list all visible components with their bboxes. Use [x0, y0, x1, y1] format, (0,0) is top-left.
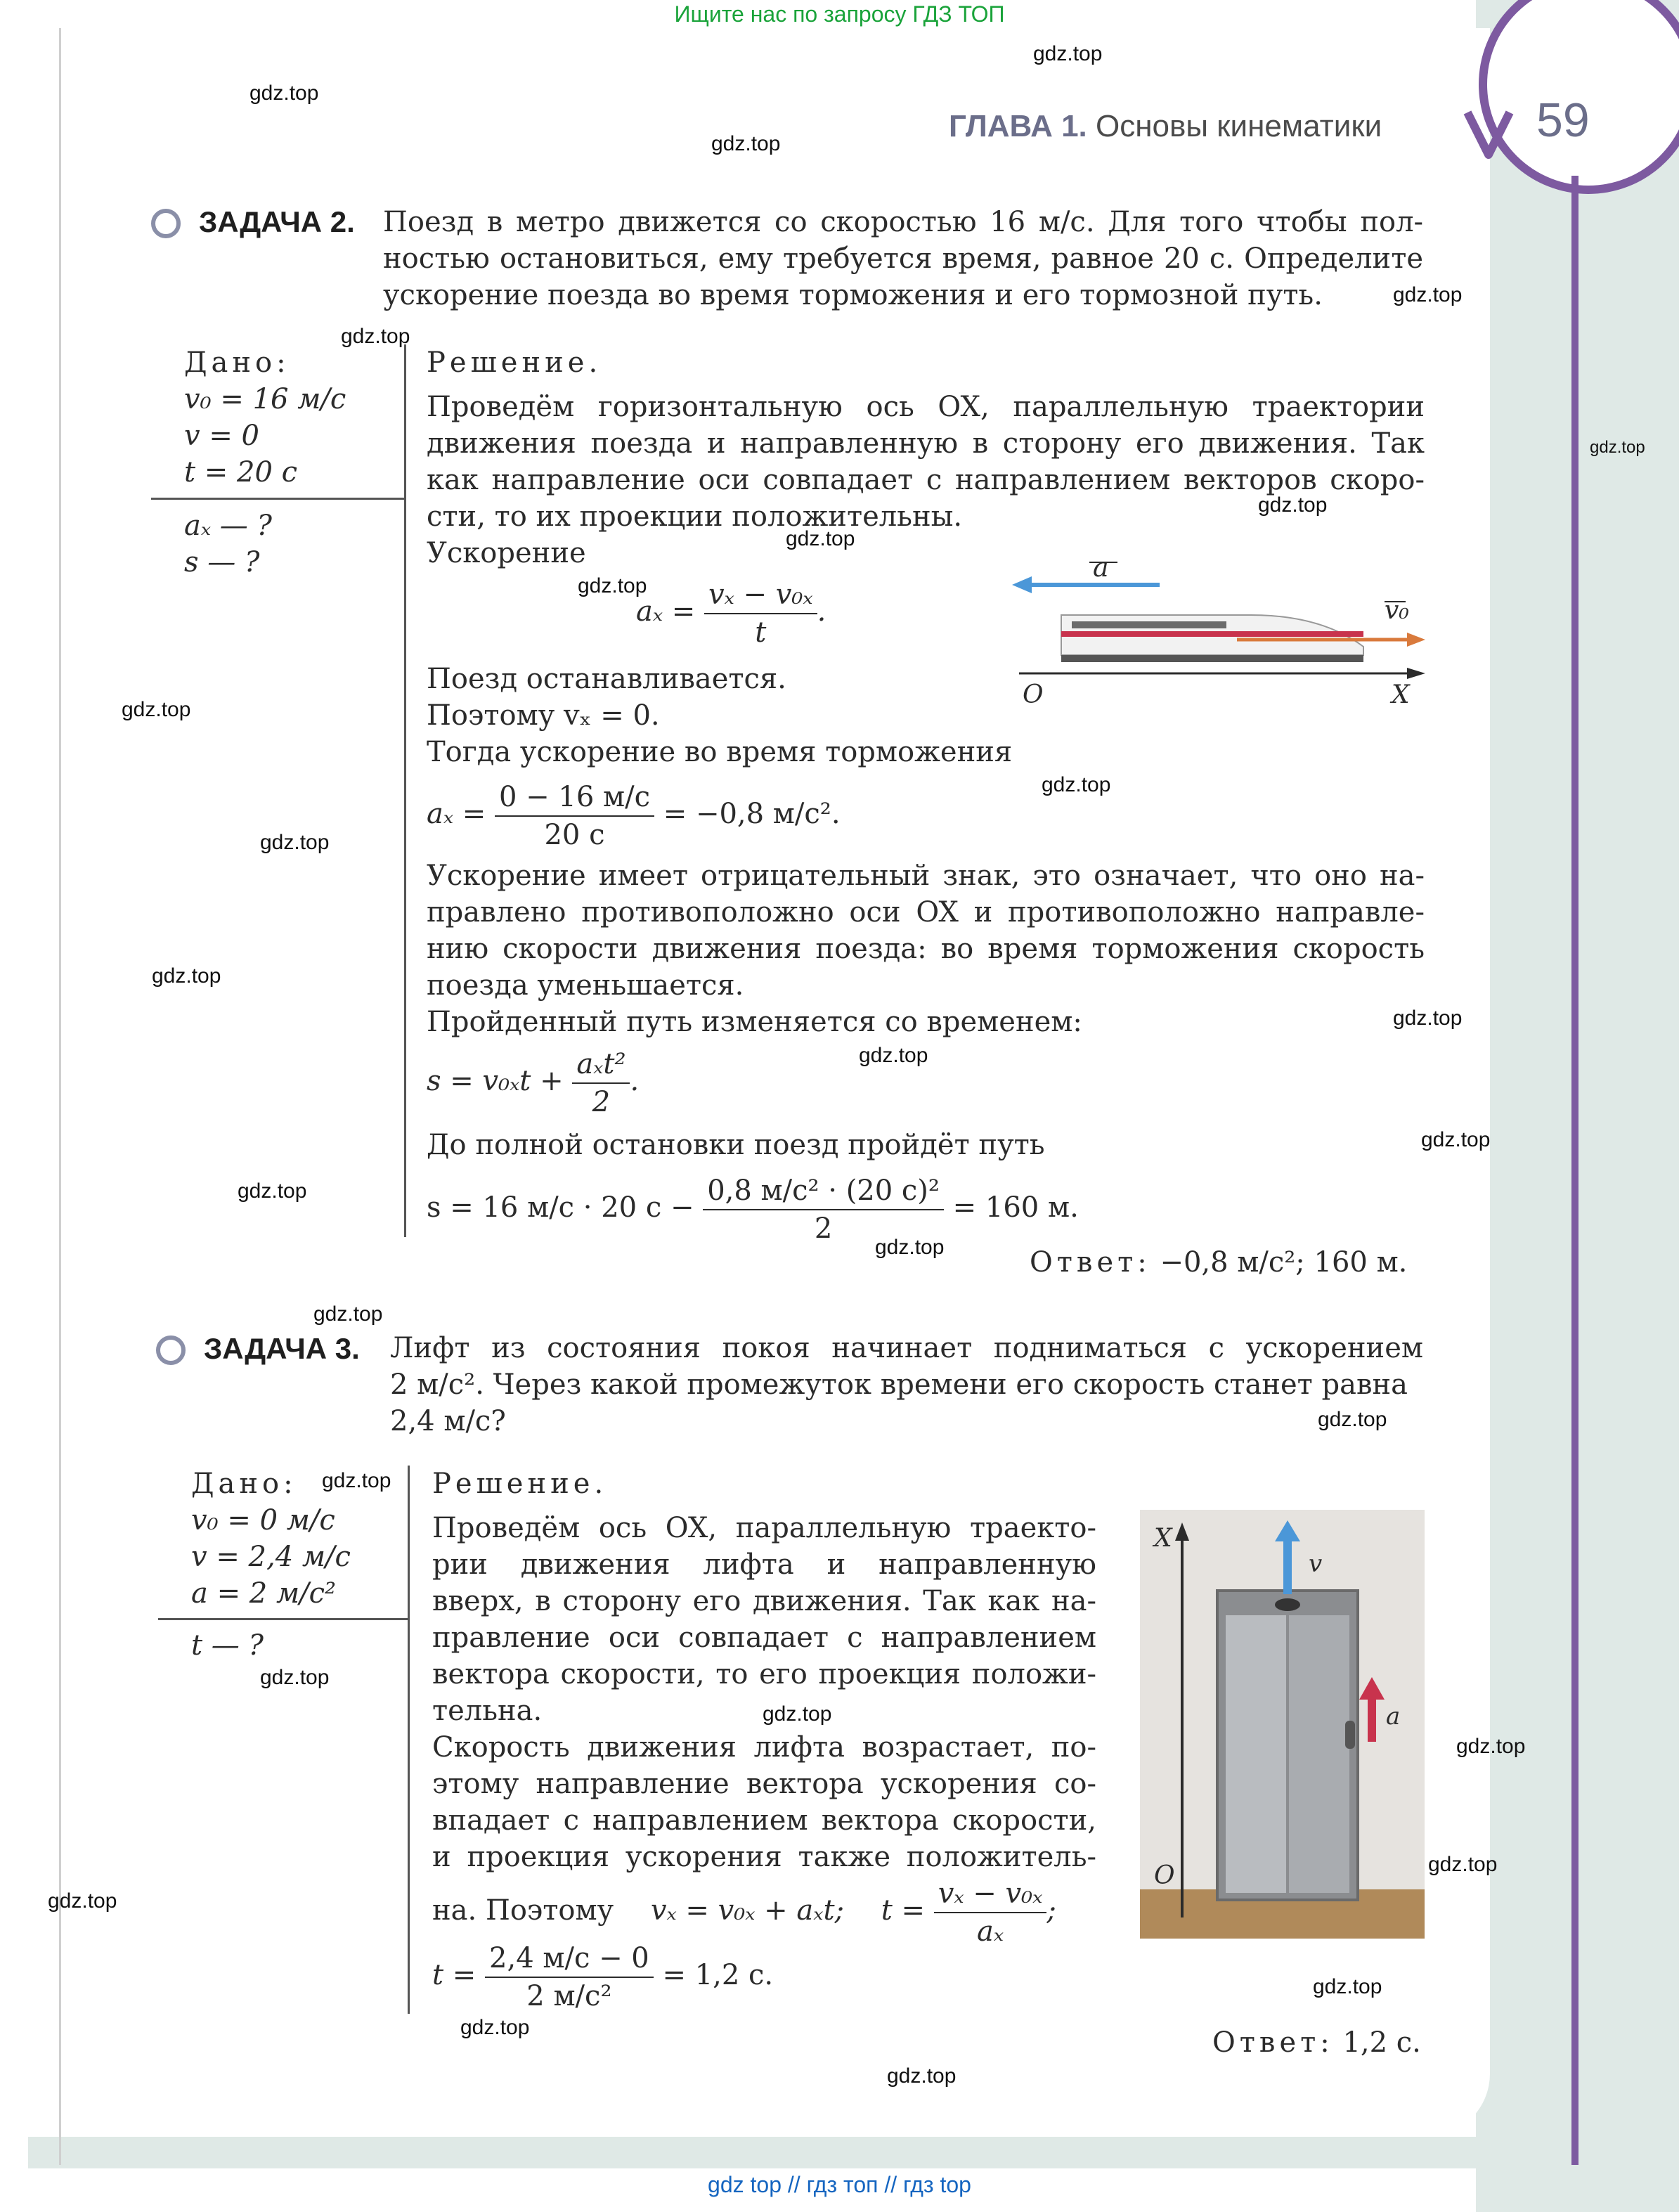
formula-numerator: vₓ − v₀ₓ [934, 1875, 1047, 1913]
formula-lhs: s = 16 м/с · 20 с − [427, 1191, 694, 1224]
task2-marker-icon [151, 209, 181, 238]
bottom-strip [28, 2137, 1679, 2168]
formula-numerator: vₓ − v₀ₓ [704, 576, 817, 614]
formula-denominator: aₓ [977, 1915, 1004, 1948]
formula-denominator: 2 м/с² [526, 1980, 612, 2012]
watermark: gdz.top [1456, 1735, 1526, 1758]
task2-line-2: ностью остановиться, ему требуется время, равное 20 с. Определите [383, 242, 1423, 275]
watermark: gdz.top [859, 1044, 928, 1067]
watermark: gdz.top [1258, 493, 1328, 517]
watermark: gdz.top [260, 1666, 330, 1689]
task2-stops-2: Поэтому vₓ = 0. [427, 699, 660, 732]
formula-rhs: = −0,8 м/с². [663, 798, 841, 830]
task3-para-line-10: и проекция ускорения также положитель- [432, 1841, 1096, 1873]
task2-accel-label: Ускорение [427, 537, 586, 569]
task2-para1-line-1: Проведём горизонтальную ось OX, параллельную траектории [427, 391, 1425, 423]
watermark: gdz.top [1393, 283, 1463, 306]
chapter-title: Основы кинематики [1096, 109, 1382, 143]
accent-vertical-line [1571, 176, 1578, 2165]
watermark: gdz.top [1033, 42, 1103, 65]
watermark: gdz.top [1428, 1853, 1498, 1876]
task3-given-2: v = 2,4 м/с [191, 1541, 351, 1573]
figure-v-label: v [1309, 1550, 1323, 1578]
task2-line-1: Поезд в метро движется со скоростью 16 м/с. Для того чтобы пол- [383, 206, 1423, 238]
task2-para2-line-3: нию скорости движения поезда: во время торможения скорость [427, 933, 1425, 965]
task2-solution-title: Решение. [427, 347, 602, 379]
watermark: gdz.top [313, 1302, 383, 1326]
task2-given-2: v = 0 [184, 420, 259, 452]
task2-given-1: v₀ = 16 м/с [184, 383, 346, 415]
watermark: gdz.top [1590, 438, 1645, 457]
task2-given-title: Дано: [184, 347, 290, 379]
elevator-figure [1140, 1510, 1425, 1939]
watermark: gdz.top [1421, 1128, 1491, 1151]
task2-para1-line-2: движения поезда и направленную в сторону его движения. Так [427, 427, 1425, 460]
task3-answer [1212, 2024, 1421, 2061]
task2-given-3: t = 20 с [184, 456, 298, 489]
task2-para1-line-4: сти, то их проекции положительны. [427, 500, 963, 533]
watermark: gdz.top [249, 82, 319, 105]
task3-solution-divider [408, 1466, 410, 2014]
train-figure [1005, 548, 1427, 710]
figure-o-label: O [1154, 1861, 1175, 1890]
watermark: gdz.top [711, 132, 781, 155]
task3-given-1: v₀ = 0 м/с [191, 1504, 335, 1537]
task2-path-label: Пройденный путь изменяется со временем: [427, 1006, 1082, 1038]
task2-answer [1030, 1244, 1407, 1281]
task3-line-1: Лифт из состояния покоя начинает подниматься с ускорением [390, 1332, 1423, 1364]
watermark: gdz.top [1318, 1408, 1387, 1431]
task3-para-line-9: впадает с направлением вектора скорости, [432, 1804, 1096, 1837]
task3-para-line-8: этому направление вектора ускорения со- [432, 1768, 1096, 1800]
task3-last-line [432, 1875, 1056, 1950]
task3-para-line-5: вектора скорости, то его проекция положи- [432, 1658, 1096, 1690]
page-number: 59 [1536, 93, 1590, 147]
formula-fraction [704, 576, 817, 651]
bottom-banner[interactable]: gdz top // гдз топ // гдз top [708, 2172, 971, 2197]
task2-stops-3: Тогда ускорение во время торможения [427, 736, 1013, 768]
figure-a-label: a [1386, 1702, 1401, 1731]
formula-rhs: = 160 м. [952, 1191, 1079, 1224]
acceleration-arrow-icon [1012, 576, 1160, 593]
task2-formula-4 [427, 1172, 1079, 1247]
formula-lhs: aₓ = [636, 595, 696, 628]
formula-rhs: = 1,2 с. [662, 1959, 774, 1991]
watermark: gdz.top [1393, 1007, 1463, 1030]
task3-given-3: a = 2 м/с² [191, 1577, 337, 1610]
task3-given-divider [158, 1618, 408, 1620]
watermark: gdz.top [875, 1236, 945, 1259]
formula-lhs: aₓ = [427, 798, 486, 830]
task3-given-title: Дано: [191, 1468, 297, 1500]
task3-para-line-4: правление оси совпадает с направлением [432, 1622, 1096, 1654]
formula-speed: vₓ = v₀ₓ + aₓt; [650, 1894, 845, 1927]
formula-end: ; [1046, 1894, 1056, 1927]
task3-solution-title: Решение. [432, 1468, 608, 1500]
task2-formula-3 [427, 1046, 639, 1120]
watermark: gdz.top [1313, 1975, 1382, 1998]
task2-stop-label: До полной остановки поезд пройдёт путь [427, 1129, 1045, 1161]
figure-a-label: a [1093, 552, 1109, 583]
formula-time [881, 1877, 1056, 1948]
task2-stops-1: Поезд останавливается. [427, 663, 786, 695]
task2-label: ЗАДАЧА 2. [199, 205, 355, 238]
formula-lhs: t = [432, 1959, 477, 1991]
task3-para-line-1: Проведём ось OX, параллельную траекто- [432, 1512, 1096, 1544]
task2-para2-line-2: правлено противоположно оси OX и противоположно направле- [427, 896, 1425, 929]
formula-lhs: s = v₀ₓt + [427, 1065, 564, 1097]
watermark: gdz.top [763, 1702, 832, 1726]
watermark: gdz.top [48, 1889, 117, 1913]
formula-lhs: t = [881, 1894, 926, 1927]
formula-end: . [630, 1065, 640, 1097]
last-line-text: на. Поэтому [432, 1894, 614, 1927]
formula-end: . [817, 595, 826, 628]
task3-para-line-6: тельна. [432, 1695, 543, 1727]
elevator-door-icon [1217, 1591, 1358, 1900]
formula-denominator: t [755, 616, 767, 649]
formula-numerator: 0,8 м/с² · (20 с)² [703, 1172, 944, 1210]
formula-denominator: 20 с [544, 819, 605, 851]
chapter-header [949, 109, 1382, 144]
figure-o-label: O [1023, 680, 1044, 709]
task2-formula-1 [636, 576, 826, 651]
watermark: gdz.top [578, 574, 647, 597]
formula-fraction [485, 1940, 654, 2014]
task2-find-2: s — ? [184, 546, 260, 578]
watermark: gdz.top [322, 1469, 391, 1492]
task2-formula-2 [427, 779, 841, 853]
formula-fraction [572, 1046, 630, 1120]
top-banner[interactable]: Ищите нас по запросу ГДЗ ТОП [674, 1, 1005, 27]
left-binding-line [59, 28, 61, 2165]
task3-para-line-3: вверх, в сторону его движения. Так как на- [432, 1585, 1096, 1617]
task3-line-2: 2 м/с². Через какой промежуток времени его скорость станет равна [390, 1369, 1408, 1401]
figure-v0-label: v₀ [1385, 596, 1409, 625]
answer-value: 1,2 с. [1342, 2026, 1421, 2059]
watermark: gdz.top [887, 2064, 957, 2088]
formula-denominator: 2 [592, 1086, 611, 1118]
formula-numerator: aₓt² [572, 1046, 630, 1084]
chapter-label: ГЛАВА 1. [949, 109, 1087, 143]
task3-formula-3 [432, 1940, 773, 2014]
task2-solution-divider [404, 344, 406, 1237]
watermark: gdz.top [238, 1179, 307, 1203]
watermark: gdz.top [1042, 773, 1111, 796]
task3-marker-icon [156, 1335, 186, 1365]
formula-numerator: 0 − 16 м/с [495, 779, 654, 817]
task2-para2-line-4: поезда уменьшается. [427, 969, 744, 1002]
task2-find-1: aₓ — ? [184, 510, 272, 542]
figure-x-label: X [1154, 1524, 1172, 1553]
watermark: gdz.top [341, 325, 410, 348]
answer-value: −0,8 м/с²; 160 м. [1160, 1246, 1408, 1279]
task3-find-1: t — ? [191, 1629, 264, 1662]
watermark: gdz.top [260, 831, 330, 854]
formula-numerator: 2,4 м/с − 0 [485, 1940, 654, 1978]
task2-para2-line-1: Ускорение имеет отрицательный знак, это означает, что оно на- [427, 860, 1425, 892]
task3-line-3: 2,4 м/с? [390, 1405, 506, 1437]
formula-denominator: 2 [814, 1212, 833, 1245]
watermark: gdz.top [122, 698, 191, 721]
answer-label: Ответ: [1030, 1246, 1151, 1279]
watermark: gdz.top [786, 527, 855, 550]
watermark: gdz.top [460, 2016, 530, 2039]
curve-arrow-icon [1460, 105, 1517, 169]
task3-para-line-7: Скорость движения лифта возрастает, по- [432, 1731, 1096, 1764]
task2-given-divider [151, 498, 404, 500]
task3-label: ЗАДАЧА 3. [204, 1332, 360, 1365]
figure-x-label: X [1392, 680, 1410, 709]
answer-label: Ответ: [1212, 2026, 1334, 2059]
task3-para-line-2: рии движения лифта и направленную [432, 1548, 1096, 1581]
watermark: gdz.top [152, 964, 221, 988]
formula-fraction [495, 779, 654, 853]
task2-para1-line-3: как направление оси совпадает с направлением векторов скоро- [427, 464, 1425, 496]
task2-line-3: ускорение поезда во время торможения и его тормозной путь. [383, 279, 1323, 311]
formula-fraction [934, 1875, 1047, 1950]
